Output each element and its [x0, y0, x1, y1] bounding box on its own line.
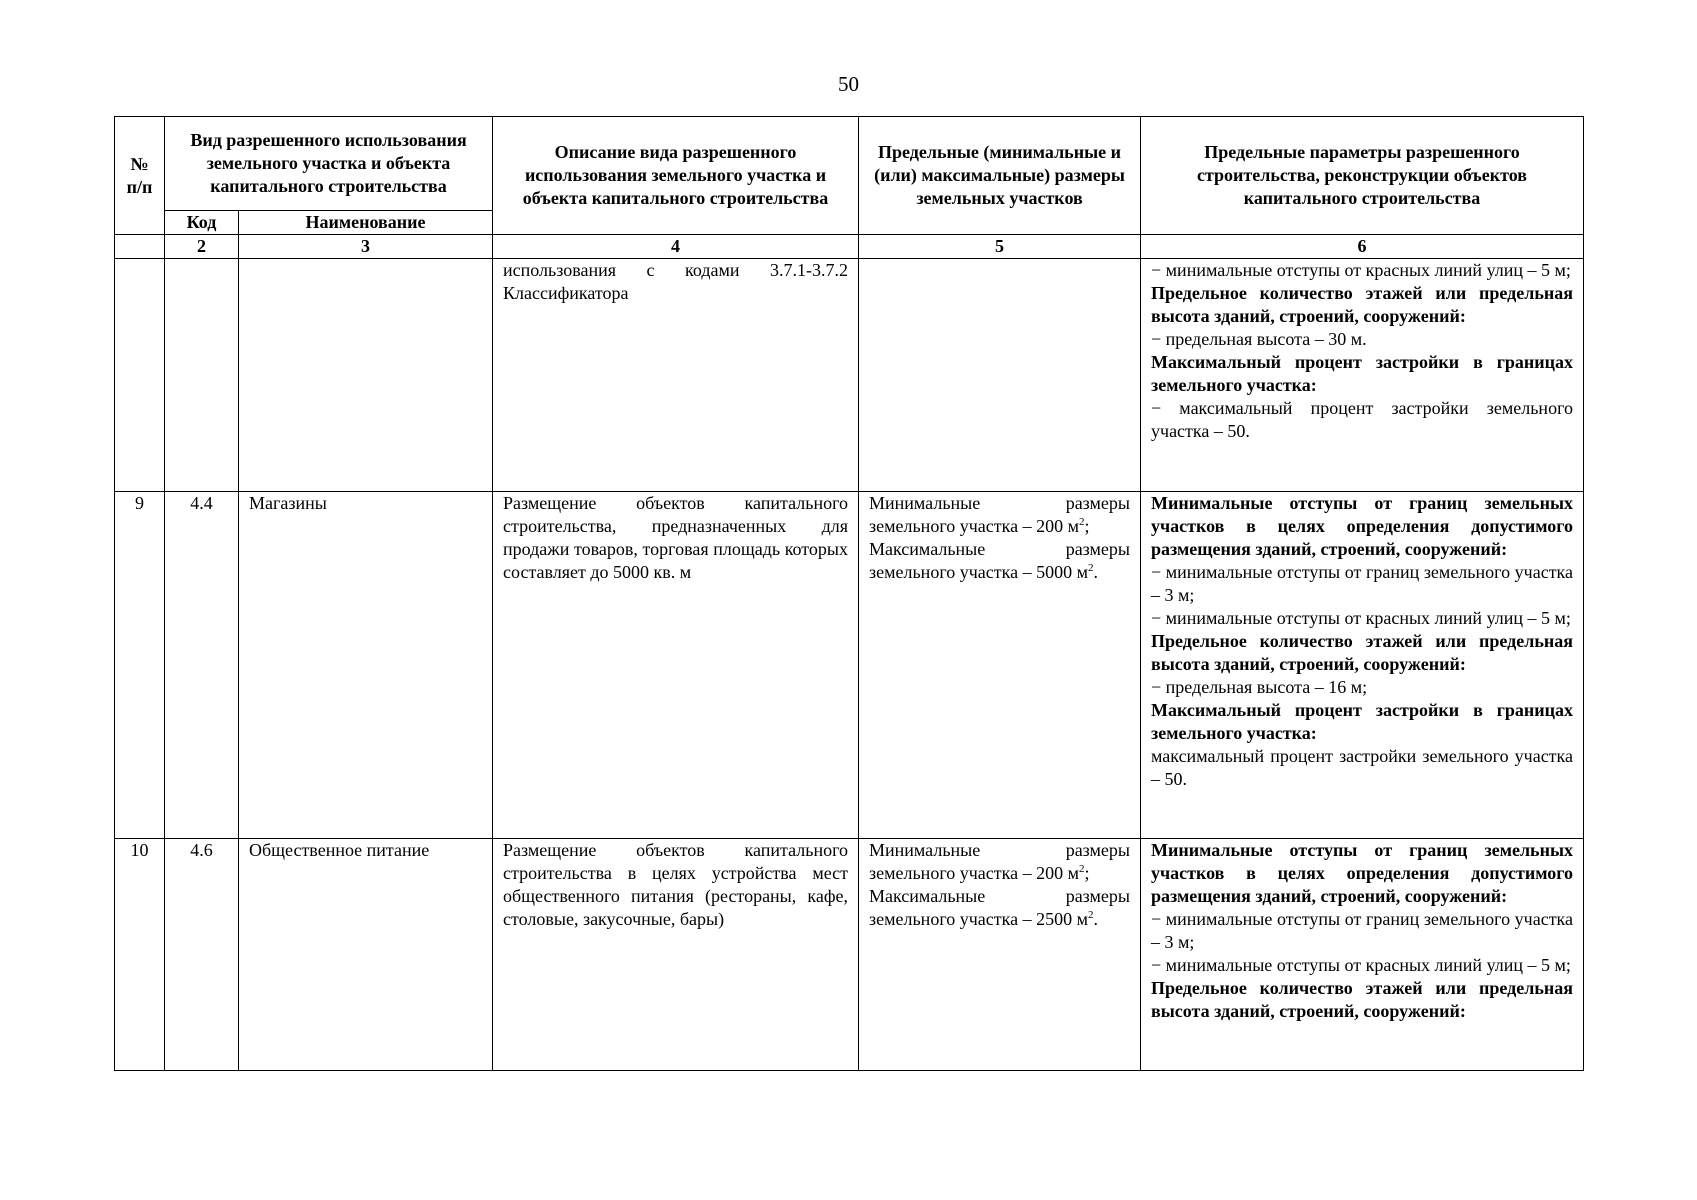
header-num-6: 6: [1141, 235, 1584, 259]
header-num-2: 2: [165, 235, 239, 259]
param-line: максимальный процент застройки земельного участка – 50.: [1151, 746, 1574, 789]
size-max: Максимальные размеры земельного участка – 2500 $м^2$.: [869, 886, 1131, 929]
header-vid: Вид разрешенного использования земельного участка и объекта капитального строительства: [165, 117, 493, 211]
row-params: [1141, 839, 1584, 1071]
row-description: Размещение объектов капитального строительства, предназначенных для продажи товаров, торговая площадь которых составляет до 5000 кв. м: [493, 492, 859, 839]
param-line: − минимальные отступы от границ земельного участка – 3 м;: [1151, 909, 1574, 952]
row-params: [1141, 259, 1584, 492]
header-description: Описание вида разрешенного использования земельного участка и объекта капитального строительства: [493, 117, 859, 235]
row-num: [115, 259, 165, 492]
param-heading: Максимальный процент застройки в границах земельного участка:: [1151, 700, 1574, 743]
row-params: [1141, 492, 1584, 839]
row-name: Магазины: [239, 492, 493, 839]
param-line: − максимальный процент застройки земельного участка – 50.: [1151, 398, 1574, 441]
row-description: Размещение объектов капитального строительства в целях устройства мест общественного питания (рестораны, кафе, столовые, закусочные, бары): [493, 839, 859, 1071]
header-name: Наименование: [239, 211, 493, 235]
row-code: 4.6: [165, 839, 239, 1071]
param-line: − предельная высота – 30 м.: [1151, 329, 1367, 349]
header-num-1: [115, 235, 165, 259]
row-description: использования с кодами 3.7.1-3.7.2 Классификатора: [493, 259, 859, 492]
param-line: − минимальные отступы от красных линий улиц – 5 м;: [1151, 608, 1571, 628]
row-sizes: [859, 839, 1141, 1071]
land-use-table: [114, 116, 1584, 1071]
row-name: [239, 259, 493, 492]
param-line: − предельная высота – 16 м;: [1151, 677, 1368, 697]
size-max: Максимальные размеры земельного участка – 5000 $м^2$.: [869, 539, 1131, 582]
param-heading: Предельное количество этажей или предельная высота зданий, строений, сооружений:: [1151, 283, 1574, 326]
table-row: [115, 259, 1584, 492]
param-heading: Максимальный процент застройки в границах земельного участка:: [1151, 352, 1574, 395]
param-heading: Минимальные отступы от границ земельных участков в целях определения допустимого размещения зданий, строений, сооружений:: [1151, 840, 1574, 906]
header-code: Код: [165, 211, 239, 235]
table-row: [115, 492, 1584, 839]
row-code: [165, 259, 239, 492]
param-line: − минимальные отступы от красных линий улиц – 5 м;: [1151, 955, 1571, 975]
param-line: − минимальные отступы от красных линий улиц – 5 м;: [1151, 260, 1571, 280]
param-heading: Предельное количество этажей или предельная высота зданий, строений, сооружений:: [1151, 978, 1574, 1021]
table-row: [115, 839, 1584, 1071]
header-num-5: 5: [859, 235, 1141, 259]
size-min: Минимальные размеры земельного участка – 200 $м^2$;: [869, 840, 1131, 883]
header-params: Предельные параметры разрешенного строительства, реконструкции объектов капитального строительства: [1141, 117, 1584, 235]
param-heading: Минимальные отступы от границ земельных участков в целях определения допустимого размещения зданий, строений, сооружений:: [1151, 493, 1574, 559]
row-sizes: [859, 259, 1141, 492]
header-num: № п/п: [115, 117, 165, 235]
page-number: 50: [838, 72, 859, 96]
param-heading: Предельное количество этажей или предельная высота зданий, строений, сооружений:: [1151, 631, 1574, 674]
row-code: 4.4: [165, 492, 239, 839]
header-num-3: 3: [239, 235, 493, 259]
row-num: 9: [115, 492, 165, 839]
size-min: Минимальные размеры земельного участка – 200 $м^2$;: [869, 493, 1131, 536]
param-line: − минимальные отступы от границ земельного участка – 3 м;: [1151, 562, 1574, 605]
row-num: 10: [115, 839, 165, 1071]
header-num-4: 4: [493, 235, 859, 259]
row-name: Общественное питание: [239, 839, 493, 1071]
header-sizes: Предельные (минимальные и (или) максимальные) размеры земельных участков: [859, 117, 1141, 235]
row-sizes: [859, 492, 1141, 839]
